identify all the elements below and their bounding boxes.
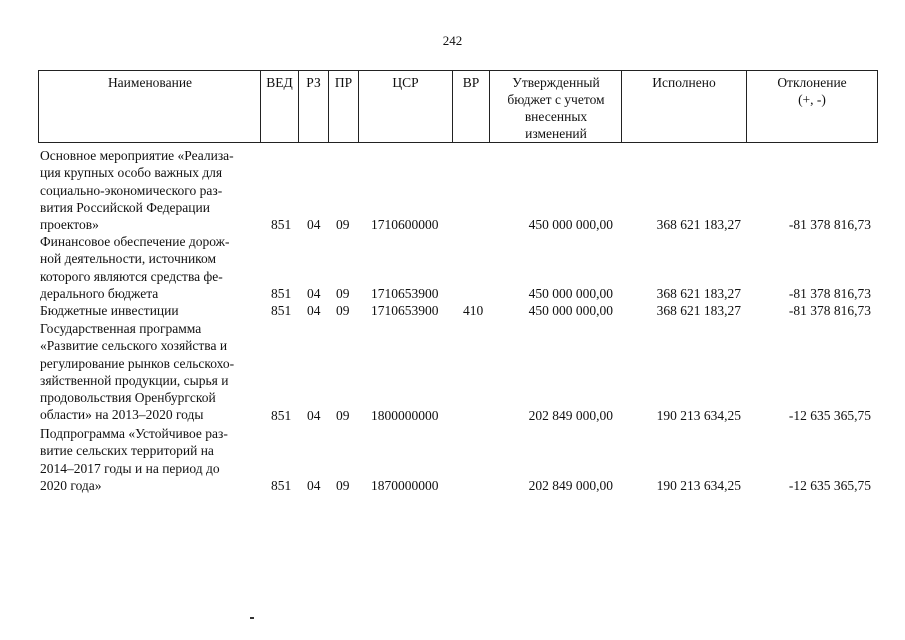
column-divider <box>746 70 747 143</box>
row-name-line: Государственная программа <box>40 321 202 336</box>
row-name-line: Финансовое обеспечение дорож- <box>40 234 230 249</box>
row-name <box>40 302 270 319</box>
cell-approved: 450 000 000,00 <box>528 286 613 301</box>
cell-deviation: -81 378 816,73 <box>788 303 871 318</box>
row-name <box>40 320 270 424</box>
cell-csr: 1800000000 <box>371 408 439 423</box>
cell-csr: 1710600000 <box>371 217 439 232</box>
row-name-line: которого являются средства фе- <box>40 268 223 284</box>
cell-pr: 09 <box>336 408 350 423</box>
cell-rz: 04 <box>307 478 321 493</box>
cell-deviation: -12 635 365,75 <box>788 478 871 493</box>
row-name-line: ной деятельности, источником <box>40 251 217 267</box>
cell-csr: 1710653900 <box>371 303 439 318</box>
row-name-line: ция крупных особо важных для <box>40 165 223 181</box>
cell-deviation: -81 378 816,73 <box>788 286 871 301</box>
header-csr: ЦСР <box>392 75 419 90</box>
row-name-line: проектов» <box>40 217 99 233</box>
cell-ved: 851 <box>271 478 292 493</box>
cell-csr: 1710653900 <box>371 286 439 301</box>
cell-pr: 09 <box>336 478 350 493</box>
cell-approved: 450 000 000,00 <box>528 217 613 232</box>
cell-ved: 851 <box>271 303 292 318</box>
row-name-line: социально-экономического раз- <box>40 182 223 198</box>
row-name-line: дерального бюджета <box>40 285 159 301</box>
row-name-line: Бюджетные инвестиции <box>40 303 179 318</box>
cell-executed: 368 621 183,27 <box>656 286 741 301</box>
cell-rz: 04 <box>307 286 321 301</box>
cell-deviation: -81 378 816,73 <box>788 217 871 232</box>
cell-ved: 851 <box>271 217 292 232</box>
row-name-line: 2020 года» <box>40 477 102 493</box>
row-name-line: Подпрограмма «Устойчивое раз- <box>40 426 228 441</box>
row-name-line: витие сельских территорий на <box>40 443 214 459</box>
cell-executed: 368 621 183,27 <box>656 217 741 232</box>
header-rz: РЗ <box>306 75 321 90</box>
cell-executed: 368 621 183,27 <box>656 303 741 318</box>
cell-approved: 450 000 000,00 <box>528 303 613 318</box>
row-name <box>40 233 270 302</box>
row-name-line: зяйственной продукции, сырья и <box>40 372 229 388</box>
header-executed: Исполнено <box>652 75 716 90</box>
cell-ved: 851 <box>271 286 292 301</box>
cell-pr: 09 <box>336 303 350 318</box>
header-ved: ВЕД <box>266 75 293 90</box>
cell-vr: 410 <box>463 303 484 318</box>
cell-csr: 1870000000 <box>371 478 439 493</box>
cell-pr: 09 <box>336 217 350 232</box>
row-name-line: 2014–2017 годы и на период до <box>40 460 220 476</box>
header-approved: Утвержденный бюджет с учетом внесенных изменений <box>507 75 605 141</box>
header-pr: ПР <box>334 75 353 90</box>
cell-rz: 04 <box>307 217 321 232</box>
cell-deviation: -12 635 365,75 <box>788 408 871 423</box>
header-deviation: Отклонение (+, -) <box>777 75 847 107</box>
row-name-line: «Развитие сельского хозяйства и <box>40 338 228 354</box>
cell-ved: 851 <box>271 408 292 423</box>
header-vr: ВР <box>462 75 480 90</box>
cell-executed: 190 213 634,25 <box>656 408 741 423</box>
cell-rz: 04 <box>307 303 321 318</box>
row-name-line: вития Российской Федерации <box>40 199 210 215</box>
row-name-line: Основное мероприятие «Реализа- <box>40 148 234 163</box>
cell-approved: 202 849 000,00 <box>528 478 613 493</box>
scan-mark <box>250 617 254 619</box>
column-divider <box>489 70 490 143</box>
row-name <box>40 147 270 233</box>
page-number: 242 <box>442 33 463 48</box>
row-name-line: продовольствия Оренбургской <box>40 390 216 406</box>
header-name: Наименование <box>107 75 193 90</box>
cell-approved: 202 849 000,00 <box>528 408 613 423</box>
cell-pr: 09 <box>336 286 350 301</box>
cell-rz: 04 <box>307 408 321 423</box>
cell-executed: 190 213 634,25 <box>656 478 741 493</box>
row-name-line: регулирование рынков сельскохо- <box>40 355 235 371</box>
row-name <box>40 425 270 494</box>
row-name-line: области» на 2013–2020 годы <box>40 407 204 423</box>
